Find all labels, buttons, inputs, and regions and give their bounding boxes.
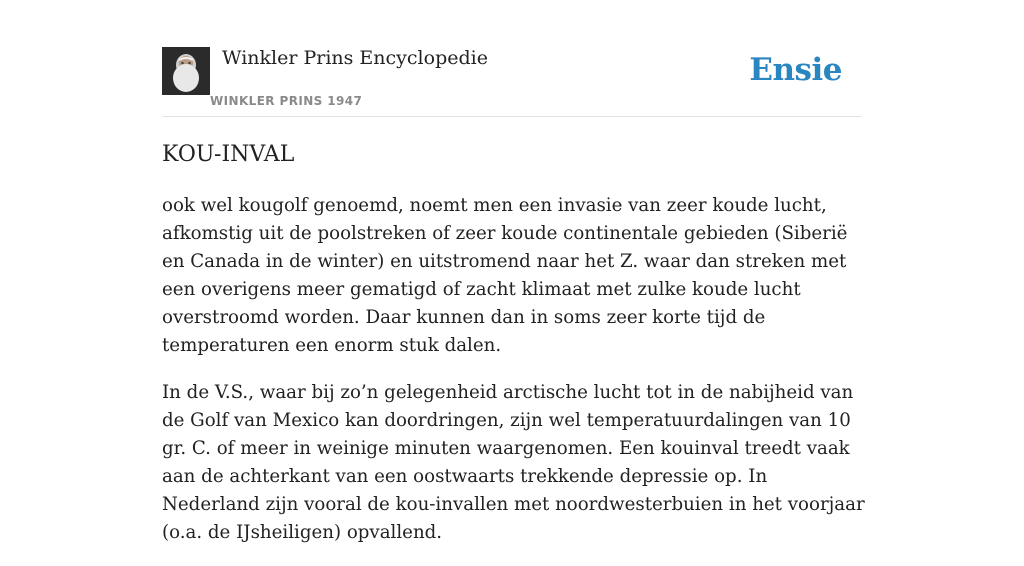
site-header: [162, 40, 862, 117]
article-body: [162, 192, 866, 566]
article-title: KOU-INVAL: [162, 142, 295, 167]
author-avatar[interactable]: [162, 47, 210, 95]
source-tag[interactable]: WINKLER PRINS 1947: [210, 94, 363, 108]
article-paragraph: In de V.S., waar bij zo’n gelegenheid arctische lucht tot in de nabijheid van de Golf van Mexico kan doordringen, zijn wel temperatuurdalingen van 10 gr. C. of meer in weinige minuten waargenomen. Een kouinval treedt vaak aan de achterkant van een oostwaarts trekkende depressie op. In Nederland zijn vooral de kou-invallen met noordwesterbuien in het voorjaar (o.a. de IJsheiligen) opvallend.: [162, 382, 865, 543]
site-title[interactable]: Winkler Prins Encyclopedie: [222, 47, 488, 69]
article-paragraph: ook wel kougolf genoemd, noemt men een invasie van zeer koude lucht, afkomstig uit de poolstreken of zeer koude continentale gebieden (Siberië en Canada in de winter) en uitstromend naar het Z. waar dan streken met een overigens meer gematigd of zacht klimaat met zulke koude lucht overstroomd worden. Daar kunnen dan in soms zeer korte tijd de temperaturen een enorm stuk dalen.: [162, 195, 848, 356]
bearded-man-portrait-icon: [162, 47, 210, 95]
ensie-logo[interactable]: Ensie: [749, 52, 842, 88]
